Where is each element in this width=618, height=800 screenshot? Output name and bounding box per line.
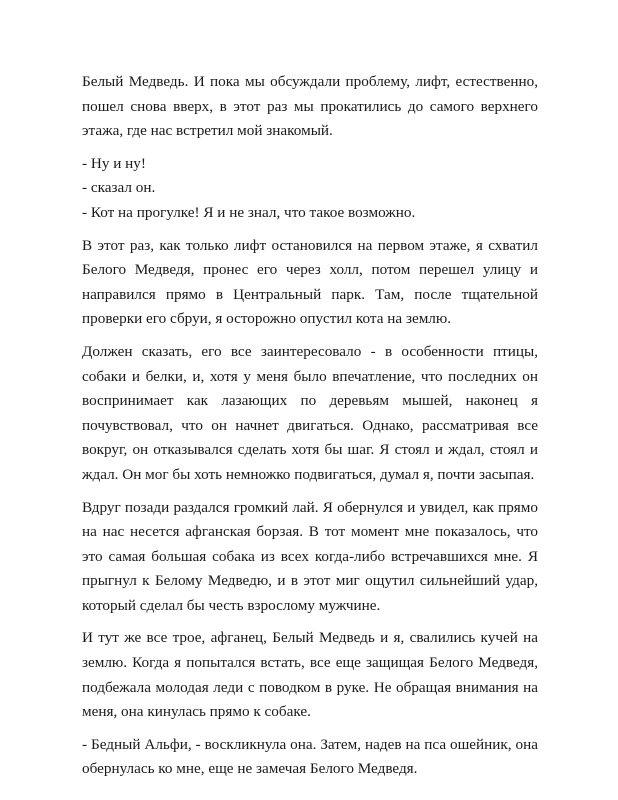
paragraph-9: - Бедный Альфи, - воскликнула она. Затем, надев на пса ошейник, она обернулась ко мне, еще не замечая Белого Медведя.: [82, 735, 538, 778]
paragraph-7: Вдруг позади раздался громкий лай. Я обернулся и увидел, как прямо на нас несется афганская борзая. В тот момент мне показалось, что это самая большая собака из всех когда-либо встречавшихся мне. Я прыгнул к Белому Медведю, и в этот миг ощутил сильнейший удар, который сделал бы честь взрослому мужчине.: [82, 498, 538, 614]
document-page: [82, 70, 538, 790]
paragraph-5: В этот раз, как только лифт остановился на первом этаже, я схватил Белого Медведя, пронес его через холл, потом перешел улицу и направился прямо в Центральный парк. Там, после тщательной проверки его сбруи, я осторожно опустил кота на землю.: [82, 236, 538, 328]
paragraph-2: - Ну и ну!: [82, 154, 146, 172]
paragraph-6: Должен сказать, его все заинтересовало - в особенности птицы, собаки и белки, и, хотя у меня было впечатление, что последних он воспринимает как лазающих по деревьям мышей, наконец я почувствовал, что он начнет двигаться. Однако, рассматривая все вокруг, он отказывался сделать хотя бы шаг. Я стоял и ждал, стоял и ждал. Он мог бы хоть немножко подвигаться, думал я, почти засыпая.: [82, 342, 538, 483]
paragraph-3: - сказал он.: [82, 179, 156, 197]
paragraph-8: И тут же все трое, афганец, Белый Медведь и я, свалились кучей на землю. Когда я попытался встать, все еще защищая Белого Медведя, подбежала молодая леди с поводком в руке. Не обращая внимания на меня, она кинулась прямо к собаке.: [82, 629, 538, 721]
paragraph-4: - Кот на прогулке! Я и не знал, что такое возможно.: [82, 203, 416, 221]
paragraph-1: Белый Медведь. И пока мы обсуждали проблему, лифт, естественно, пошел снова вверх, в этот раз мы прокатились до самого верхнего этажа, где нас встретил мой знакомый.: [82, 73, 538, 140]
